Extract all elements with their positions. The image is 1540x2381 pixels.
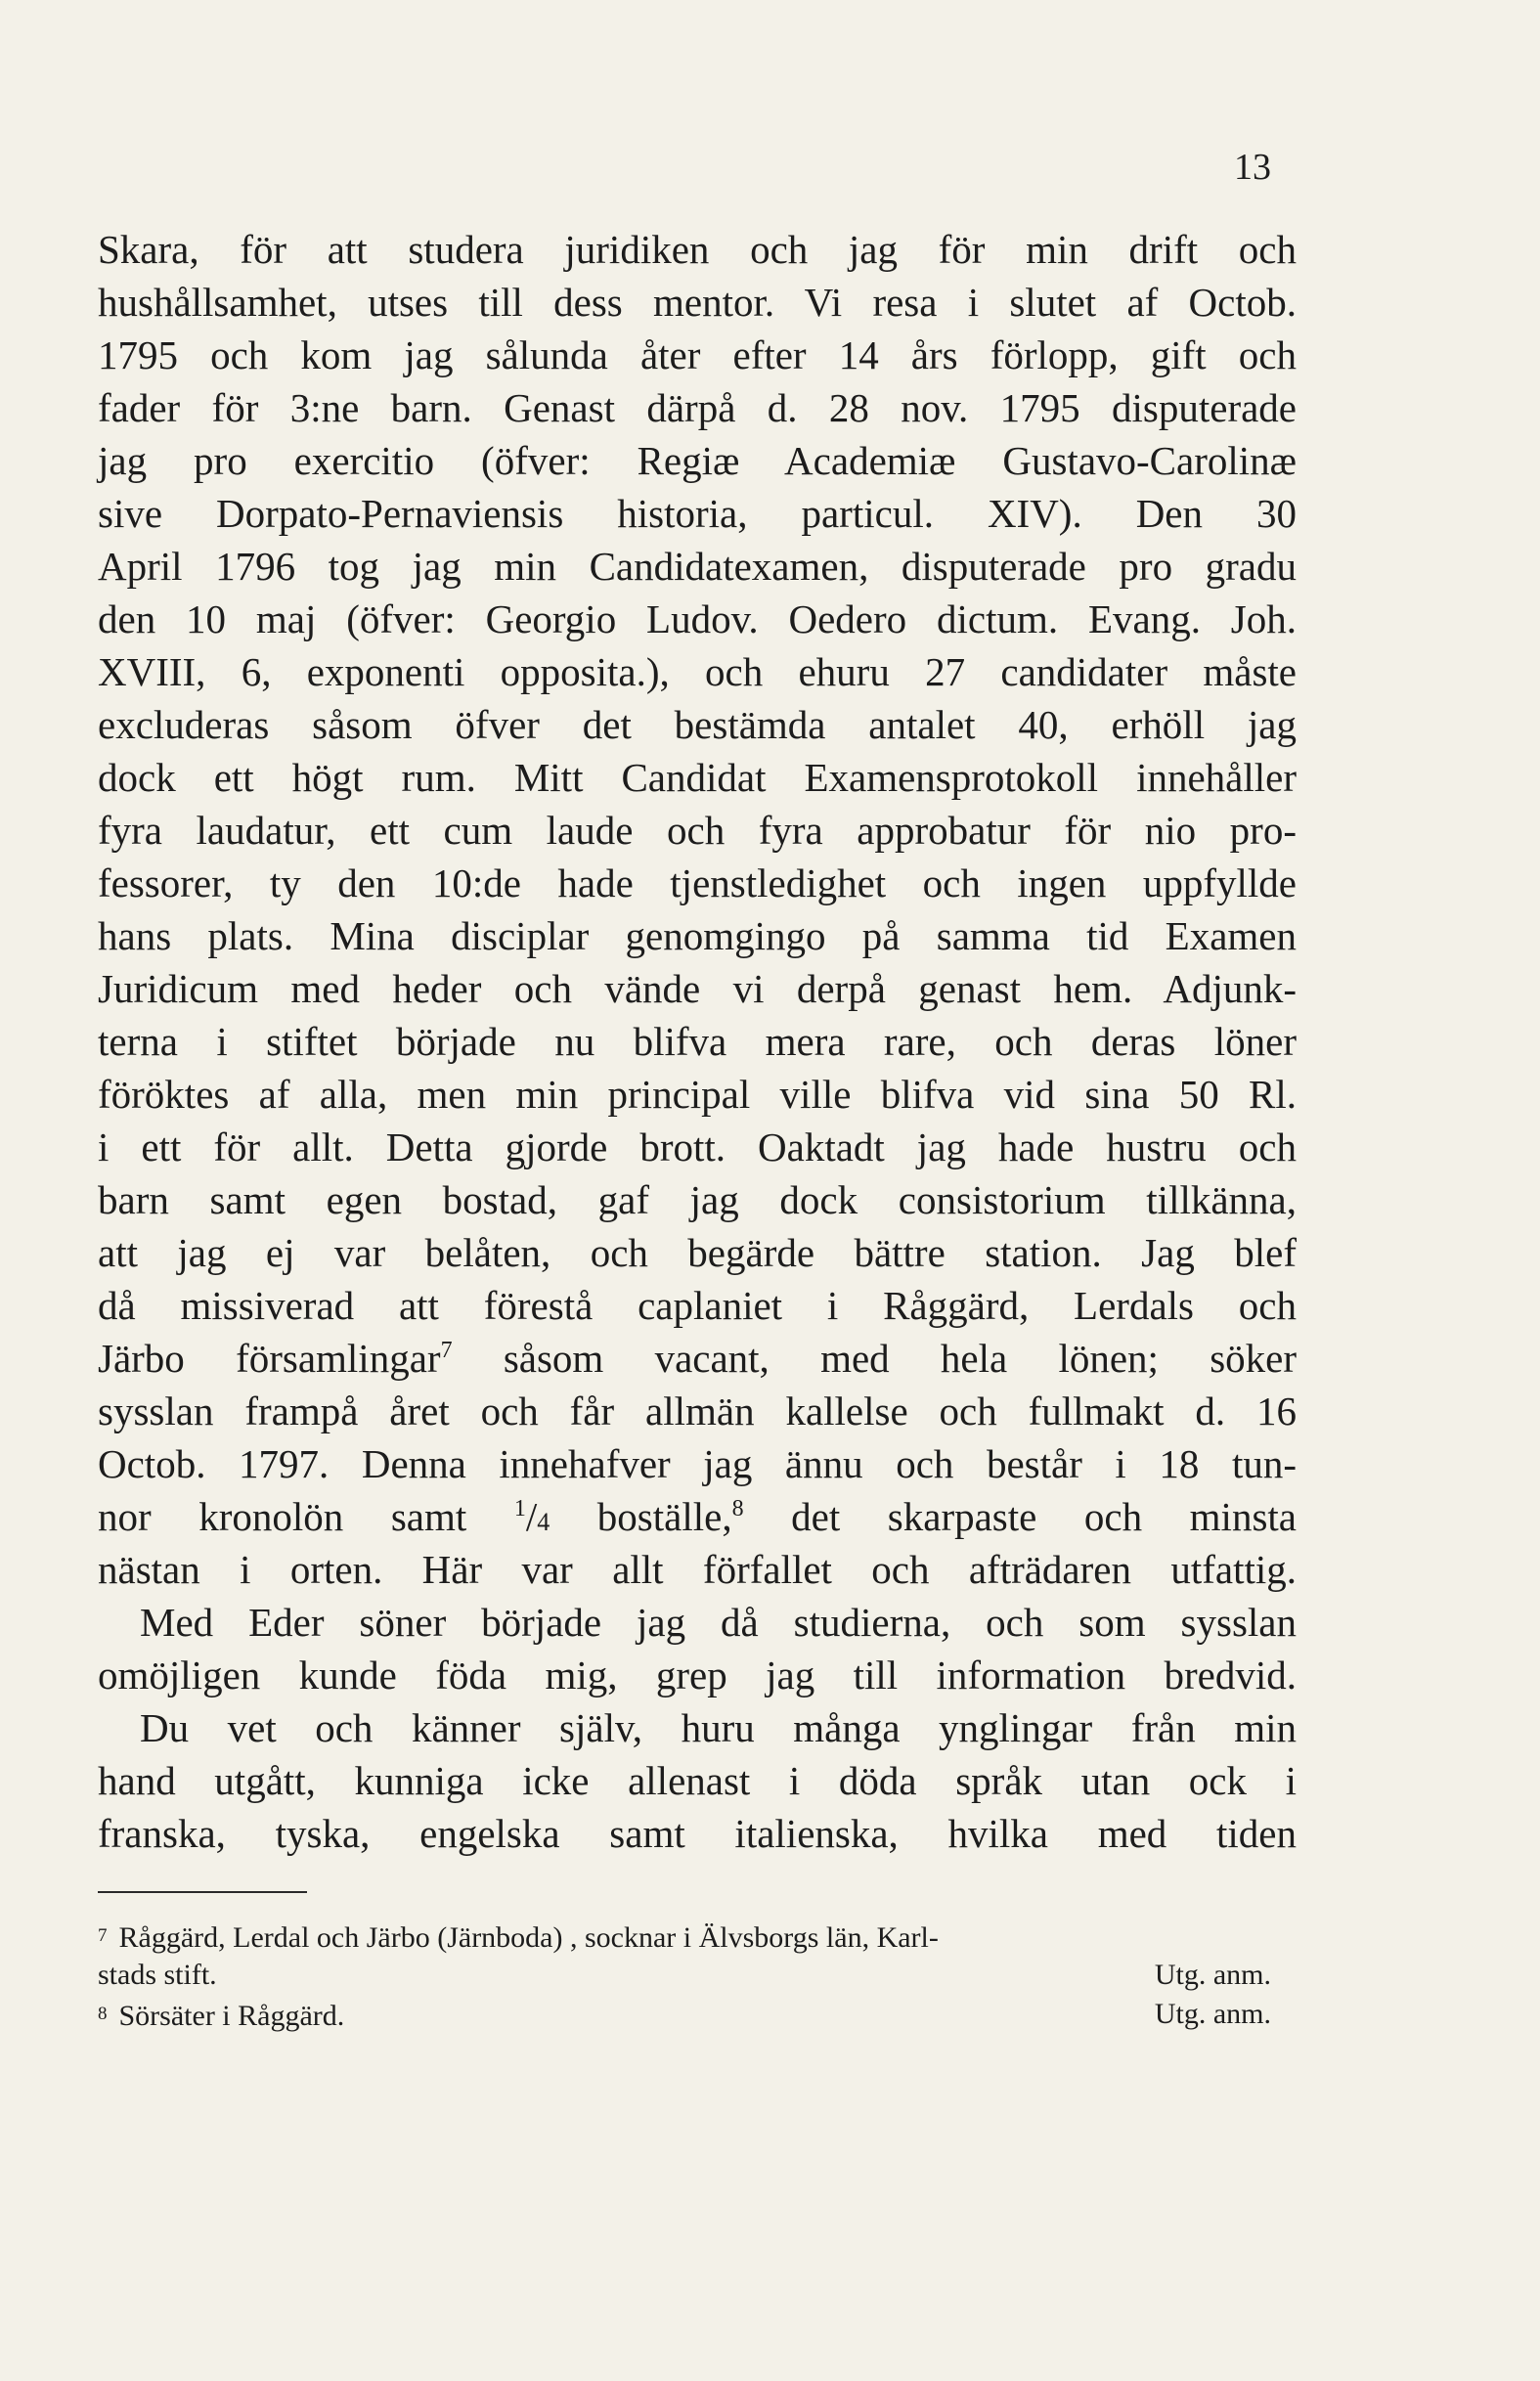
fraction-numerator: 1 bbox=[513, 1496, 526, 1521]
text-line: excluderas såsom öfver det bestämda antalet 40, erhöll jag bbox=[98, 702, 1297, 747]
text-line: föröktes af alla, men min principal ville blifva vid sina 50 Rl. bbox=[98, 1072, 1297, 1117]
fraction-slash: / bbox=[525, 1494, 538, 1539]
editor-note: Utg. anm. bbox=[1154, 1998, 1271, 2030]
text-line: Octob. 1797. Denna innehafver jag ännu och består i 18 tun- bbox=[98, 1441, 1297, 1486]
text-line: då missiverad att förestå caplaniet i Råggärd, Lerdals och bbox=[98, 1283, 1297, 1328]
text-line-with-footnote-ref bbox=[98, 1332, 1297, 1385]
text-segment: boställe, bbox=[550, 1494, 732, 1539]
text-line: April 1796 tog jag min Candidatexamen, disputerade pro gradu bbox=[98, 544, 1297, 589]
footnote-number: 8 bbox=[98, 2004, 108, 2024]
text-segment: nor kronolön samt bbox=[98, 1494, 514, 1539]
text-line: hand utgått, kunniga icke allenast i döda språk utan ock i bbox=[98, 1758, 1297, 1803]
footnote-reference: 8 bbox=[731, 1496, 744, 1521]
footnote-7-continued bbox=[98, 1956, 1312, 1995]
text-line: att jag ej var belåten, och begärde bättre station. Jag blef bbox=[98, 1230, 1297, 1275]
page-number: 13 bbox=[1234, 147, 1271, 188]
text-line: hans plats. Mina disciplar genomgingo på samma tid Examen bbox=[98, 913, 1297, 958]
text-line-paragraph-start: Du vet och känner själv, huru många ynglingar från min bbox=[140, 1705, 1297, 1750]
text-line: 1795 och kom jag sålunda åter efter 14 års förlopp, gift och bbox=[98, 332, 1297, 377]
text-line: XVIII, 6, exponenti opposita.), och ehuru 27 candidater måste bbox=[98, 649, 1297, 694]
text-line: terna i stiftet började nu blifva mera rare, och deras löner bbox=[98, 1019, 1297, 1064]
text-line: hushållsamhet, utses till dess mentor. Vi resa i slutet af Octob. bbox=[98, 280, 1297, 325]
text-line: franska, tyska, engelska samt italienska, hvilka med tiden bbox=[98, 1811, 1297, 1856]
footnote-text: Sörsäter i Råggärd. bbox=[118, 2000, 345, 2032]
editor-note: Utg. anm. bbox=[1154, 1959, 1271, 1991]
text-line: barn samt egen bostad, gaf jag dock consistorium tillkänna, bbox=[98, 1177, 1297, 1222]
text-line: fyra laudatur, ett cum laude och fyra approbatur för nio pro- bbox=[98, 808, 1297, 853]
footnote-8 bbox=[98, 1995, 1312, 2034]
text-line: Juridicum med heder och vände vi derpå genast hem. Adjunk- bbox=[98, 966, 1297, 1011]
footnote-7 bbox=[98, 1917, 1312, 1956]
footnote-reference: 7 bbox=[440, 1338, 453, 1363]
fraction-denominator: 4 bbox=[537, 1508, 550, 1536]
text-line: i ett för allt. Detta gjorde brott. Oaktadt jag hade hustru och bbox=[98, 1124, 1297, 1169]
text-line: fader för 3:ne barn. Genast därpå d. 28 nov. 1795 disputerade bbox=[98, 385, 1297, 430]
text-segment: Järbo församlingar bbox=[98, 1336, 441, 1381]
text-line: sysslan frampå året och får allmän kallelse och fullmakt d. 16 bbox=[98, 1389, 1297, 1433]
text-line: fessorer, ty den 10:de hade tjenstledighet och ingen uppfyllde bbox=[98, 860, 1297, 905]
text-line: den 10 maj (öfver: Georgio Ludov. Oedero dictum. Evang. Joh. bbox=[98, 596, 1297, 641]
text-segment: det skarpaste och minsta bbox=[743, 1494, 1297, 1539]
text-line: jag pro exercitio (öfver: Regiæ Academiæ Gustavo-Carolinæ bbox=[98, 438, 1297, 483]
footnote-text: Råggärd, Lerdal och Järbo (Järnboda) , socknar i Älvsborgs län, Karl- bbox=[118, 1921, 939, 1954]
text-line: sive Dorpato-Pernaviensis historia, particul. XIV). Den 30 bbox=[98, 491, 1297, 536]
text-line-with-fraction bbox=[98, 1490, 1297, 1543]
body-text bbox=[98, 223, 1297, 1860]
text-segment: såsom vacant, med hela lönen; söker bbox=[452, 1336, 1297, 1381]
text-line: omöjligen kunde föda mig, grep jag till information bredvid. bbox=[98, 1653, 1297, 1698]
text-line: Skara, för att studera juridiken och jag för min drift och bbox=[98, 227, 1297, 272]
text-line: nästan i orten. Här var allt förfallet och afträdaren utfattig. bbox=[98, 1547, 1297, 1592]
footnote-number: 7 bbox=[98, 1925, 108, 1946]
text-line-paragraph-start: Med Eder söner började jag då studierna, och som sysslan bbox=[140, 1600, 1297, 1645]
text-line: dock ett högt rum. Mitt Candidat Examensprotokoll innehåller bbox=[98, 755, 1297, 800]
footnote-text: stads stift. bbox=[98, 1959, 217, 1991]
footnote-divider bbox=[98, 1891, 307, 1893]
footnotes bbox=[98, 1917, 1312, 2034]
